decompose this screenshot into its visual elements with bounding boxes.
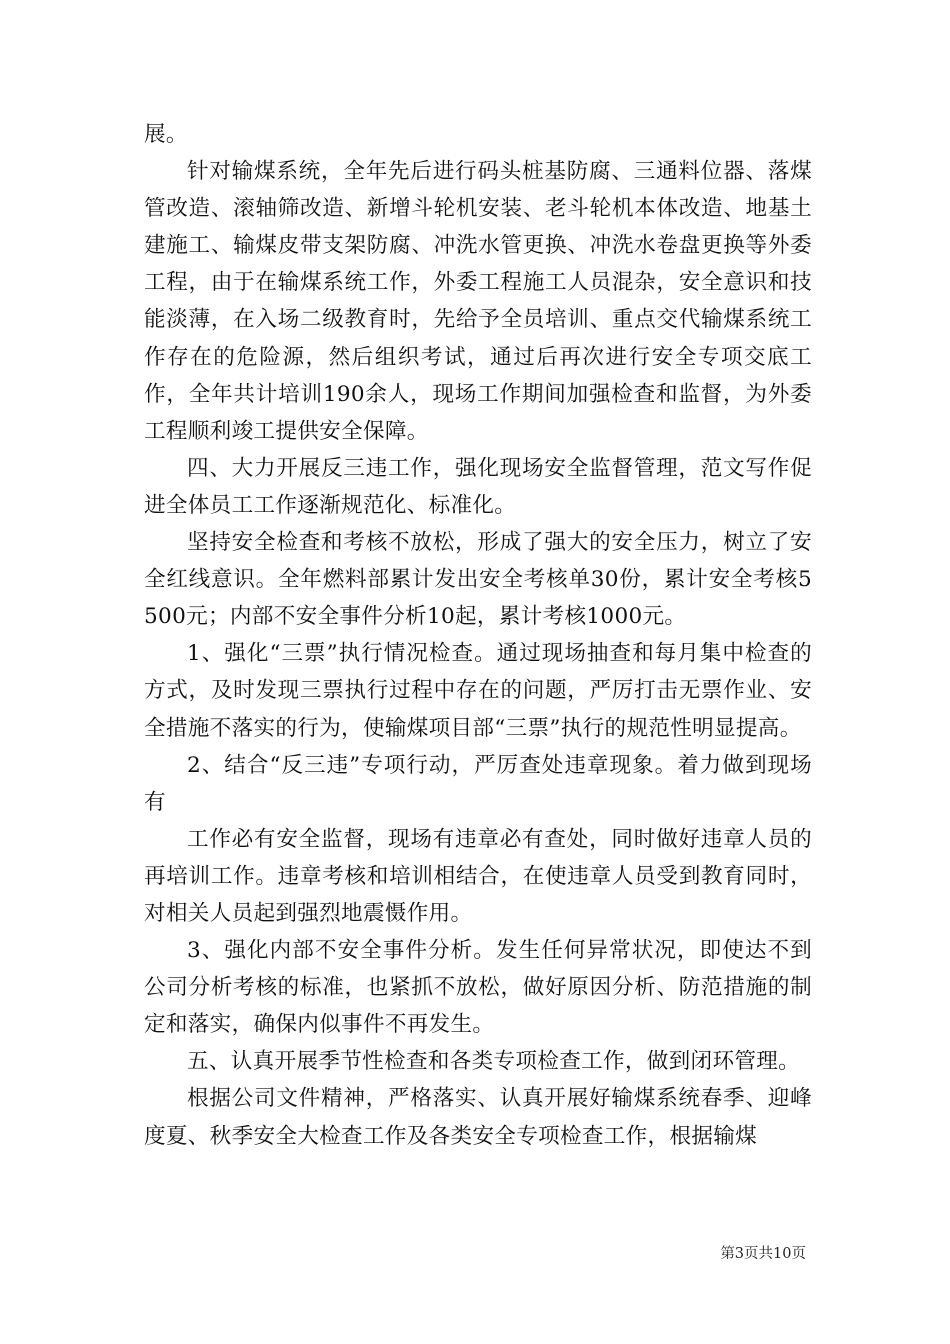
page-number: 第3页共10页: [720, 1246, 806, 1262]
list-item-three: 3、强化内部不安全事件分析。发生任何异常状况，即使达不到公司分析考核的标准，也紧抓不放松，做好原因分析、防范措施的制定和落实，确保内似事件不再发生。: [144, 938, 812, 1038]
paragraph-safety-assessment: 坚持安全检查和考核不放松，形成了强大的安全压力，树立了安全红线意识。全年燃料部累计发出安全考核单30份，累计安全考核5500元；内部不安全事件分析10起，累计考核1000元。: [144, 530, 812, 630]
paragraph-coal-system-contractors: 针对输煤系统，全年先后进行码头桩基防腐、三通料位器、落煤管改造、滚轴筛改造、新增斗轮机安装、老斗轮机本体改造、地基土建施工、输煤皮带支架防腐、冲洗水管更换、冲洗水卷盘更换等外委工程，由于在输煤系统工作，外委工程施工人员混杂，安全意识和技能淡薄，在入场二级教育时，先给予全员培训、重点交代输煤系统工作存在的危险源，然后组织考试，通过后再次进行安全专项交底工作，全年共计培训190余人，现场工作期间加强检查和监督，为外委工程顺利竣工提供安全保障。: [144, 159, 812, 444]
list-item-one: 1、强化“三票”执行情况检查。通过现场抽查和每月集中检查的方式，及时发现三票执行过程中存在的问题，严厉打击无票作业、安全措施不落实的行为，使输煤项目部“三票”执行的规范性明显提高。: [144, 641, 812, 741]
paragraph-continuation: 展。: [144, 122, 188, 147]
paragraph-seasonal-inspection: 根据公司文件精神，严格落实、认真开展好输煤系统春季、迎峰度夏、秋季安全大检查工作及各类安全专项检查工作，根据输煤: [144, 1086, 812, 1149]
document-body: [144, 116, 812, 1155]
list-item-two: 2、结合“反三违”专项行动，严厉查处违章现象。着力做到现场有: [144, 752, 812, 815]
section-heading-four: 四、大力开展反三违工作，强化现场安全监督管理，范文写作促进全体员工工作逐渐规范化、标准化。: [144, 455, 812, 518]
section-heading-five: 五、认真开展季节性检查和各类专项检查工作，做到闭环管理。: [187, 1049, 801, 1075]
paragraph-supervision: 工作必有安全监督，现场有违章必有查处，同时做好违章人员的再培训工作。违章考核和培训相结合，在使违章人员受到教育同时，对相关人员起到强烈地震慑作用。: [144, 826, 812, 926]
